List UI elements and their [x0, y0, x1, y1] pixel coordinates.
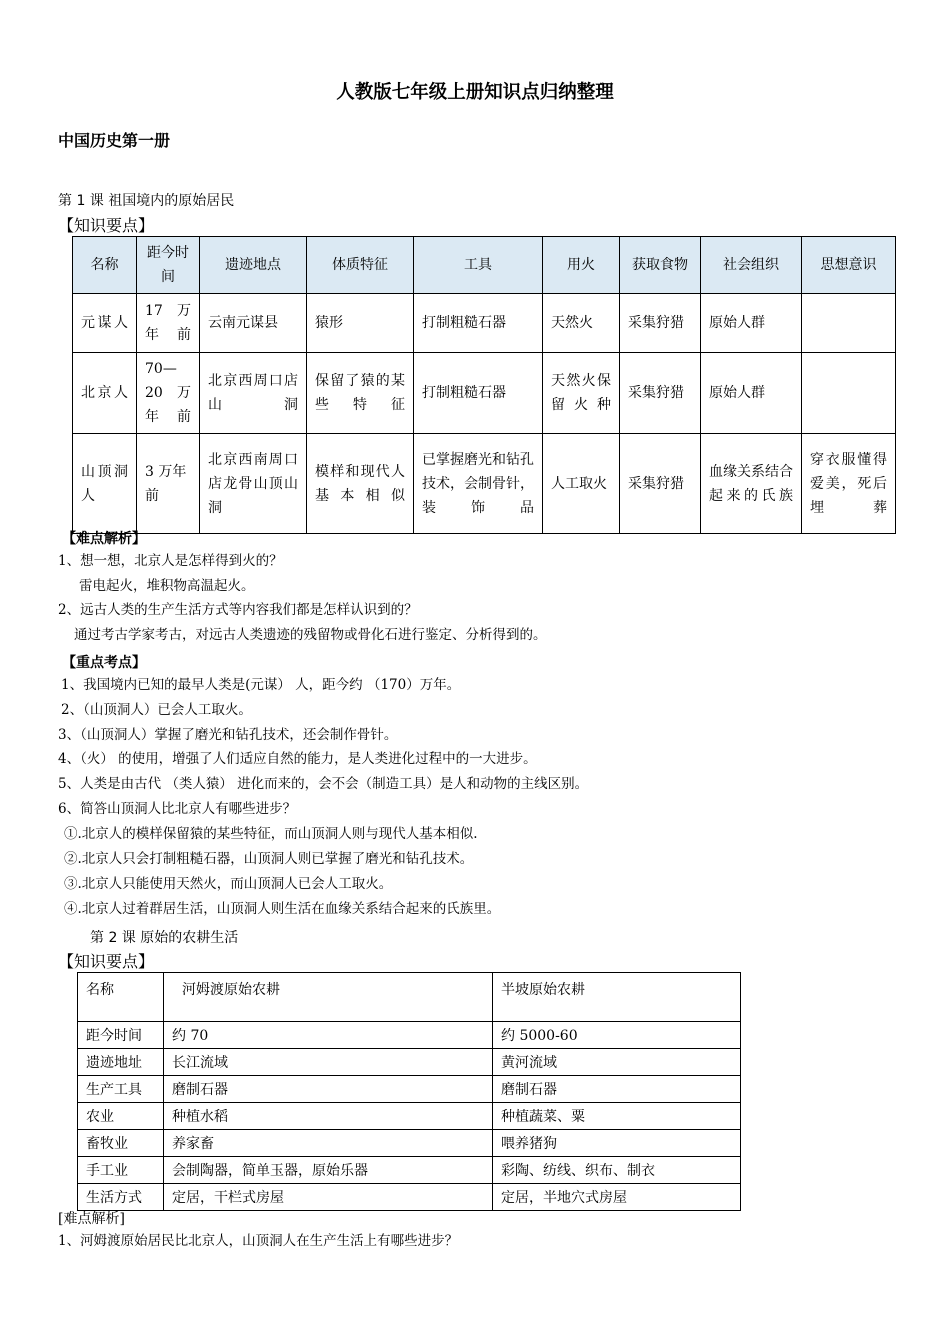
lesson2-knowledge-label: 【知识要点】 — [58, 952, 155, 971]
table-cell — [802, 353, 896, 434]
lesson1-key-label: 【重点考点】 — [62, 655, 146, 671]
table-cell: 磨制石器 — [493, 1076, 741, 1103]
table-cell: 畜牧业 — [78, 1130, 164, 1157]
header-cell: 工具 — [414, 237, 543, 294]
table-cell: 会制陶器，简单玉器，原始乐器 — [164, 1157, 493, 1184]
table-cell: 原始人群 — [701, 294, 802, 353]
difficulty-item: 雷电起火，堆积物高温起火。 — [79, 578, 255, 594]
table-cell: 生产工具 — [78, 1076, 164, 1103]
table-cell: 采集狩猎 — [620, 434, 701, 534]
table-cell: 天然火保留火种 — [543, 353, 620, 434]
table-cell: 遗迹地址 — [78, 1049, 164, 1076]
table-row — [78, 1103, 741, 1130]
table-row — [78, 1184, 741, 1211]
header-cell: 思想意识 — [802, 237, 896, 294]
header-cell: 社会组织 — [701, 237, 802, 294]
table-header-row — [78, 973, 741, 1022]
key-point-item: ③.北京人只能使用天然火，而山顶洞人已会人工取火。 — [64, 876, 393, 892]
table-cell: 云南元谋县 — [200, 294, 307, 353]
table-cell: 养家畜 — [164, 1130, 493, 1157]
table-cell: 采集狩猎 — [620, 294, 701, 353]
lesson1-table — [72, 236, 896, 534]
table-cell: 定居，半地穴式房屋 — [493, 1184, 741, 1211]
table-header-row — [73, 237, 896, 294]
header-cell: 体质特征 — [307, 237, 414, 294]
table-cell: 定居，干栏式房屋 — [164, 1184, 493, 1211]
header-cell: 距今时间 — [137, 237, 200, 294]
lesson2-difficulty-label: [难点解析] — [58, 1211, 125, 1227]
table-row — [78, 1130, 741, 1157]
table-cell: 手工业 — [78, 1157, 164, 1184]
table-cell: 距今时间 — [78, 1022, 164, 1049]
table-cell: 山顶洞人 — [73, 434, 137, 534]
table-cell: 种植蔬菜、粟 — [493, 1103, 741, 1130]
key-point-item: 6、简答山顶洞人比北京人有哪些进步？ — [58, 801, 297, 817]
header-cell: 遗迹地点 — [200, 237, 307, 294]
table-cell: 保留了猿的某些特征 — [307, 353, 414, 434]
table-row — [73, 434, 896, 534]
difficulty-item: 通过考古学家考古，对远古人类遗迹的残留物或骨化石进行鉴定、分析得到的。 — [74, 627, 547, 643]
header-cell: 名称 — [78, 973, 164, 1022]
table-cell: 北京西周口店山洞 — [200, 353, 307, 434]
table-cell: 生活方式 — [78, 1184, 164, 1211]
table-cell: 打制粗糙石器 — [414, 353, 543, 434]
table-cell: 长江流域 — [164, 1049, 493, 1076]
lesson1-knowledge-label: 【知识要点】 — [58, 216, 155, 235]
table-cell: 模样和现代人基本相似 — [307, 434, 414, 534]
table-cell: 北京人 — [73, 353, 137, 434]
table-cell: 3 万年前 — [137, 434, 200, 534]
table-cell: 原始人群 — [701, 353, 802, 434]
header-cell: 半坡原始农耕 — [493, 973, 741, 1022]
table-cell: 天然火 — [543, 294, 620, 353]
table-cell: 约 5000-60 — [493, 1022, 741, 1049]
table-row — [78, 1022, 741, 1049]
header-cell: 名称 — [73, 237, 137, 294]
key-point-item: ①.北京人的模样保留猿的某些特征，而山顶洞人则与现代人基本相似. — [64, 826, 478, 842]
table-cell: 已掌握磨光和钻孔技术，会制骨针，装饰品 — [414, 434, 543, 534]
table-cell: 元谋人 — [73, 294, 137, 353]
key-point-item: 1、我国境内已知的最早人类是(元谋） 人，距今约 （170）万年。 — [61, 677, 461, 693]
book-title: 中国历史第一册 — [58, 131, 171, 150]
difficulty-item: 1、河姆渡原始居民比北京人，山顶洞人在生产生活上有哪些进步？ — [58, 1233, 459, 1249]
table-cell: 约 70 — [164, 1022, 493, 1049]
table-row — [78, 1157, 741, 1184]
key-point-item: 4、（火） 的使用，增强了人们适应自然的能力，是人类进化过程中的一大进步。 — [58, 751, 537, 767]
key-point-item: 2、（山顶洞人）已会人工取火。 — [61, 702, 252, 718]
key-point-item: 3、（山顶洞人）掌握了磨光和钻孔技术，还会制作骨针。 — [58, 727, 398, 743]
difficulty-item: 1、想一想，北京人是怎样得到火的？ — [58, 553, 283, 569]
table-cell: 猿形 — [307, 294, 414, 353]
table-cell: 17 万年前 — [137, 294, 200, 353]
table-cell: 农业 — [78, 1103, 164, 1130]
key-point-item: ④.北京人过着群居生活，山顶洞人则生活在血缘关系结合起来的氏族里。 — [64, 901, 501, 917]
table-cell: 种植水稻 — [164, 1103, 493, 1130]
table-row — [73, 353, 896, 434]
table-row — [78, 1076, 741, 1103]
table-cell: 70—20 万年前 — [137, 353, 200, 434]
header-cell: 河姆渡原始农耕 — [164, 973, 493, 1022]
table-cell: 喂养猪狗 — [493, 1130, 741, 1157]
table-cell: 人工取火 — [543, 434, 620, 534]
lesson1-title: 第 1 课 祖国境内的原始居民 — [58, 193, 235, 209]
table-cell — [802, 294, 896, 353]
table-cell: 采集狩猎 — [620, 353, 701, 434]
table-cell: 穿衣服懂得爱美，死后埋葬 — [802, 434, 896, 534]
table-cell: 黄河流域 — [493, 1049, 741, 1076]
table-row — [73, 294, 896, 353]
lesson2-title: 第 2 课 原始的农耕生活 — [90, 930, 239, 946]
table-cell: 血缘关系结合起来的氏族 — [701, 434, 802, 534]
table-cell: 彩陶、纺线、织布、制衣 — [493, 1157, 741, 1184]
table-row — [78, 1049, 741, 1076]
key-point-item: ②.北京人只会打制粗糙石器，山顶洞人则已掌握了磨光和钻孔技术。 — [64, 851, 474, 867]
header-cell: 获取食物 — [620, 237, 701, 294]
header-cell: 用火 — [543, 237, 620, 294]
doc-title: 人教版七年级上册知识点归纳整理 — [336, 82, 614, 103]
key-point-item: 5、人类是由古代 （类人猿） 进化而来的，会不会（制造工具）是人和动物的主线区别。 — [58, 776, 589, 792]
difficulty-item: 2、远古人类的生产生活方式等内容我们都是怎样认识到的？ — [58, 602, 418, 618]
lesson2-table — [77, 972, 741, 1211]
table-cell: 磨制石器 — [164, 1076, 493, 1103]
table-cell: 打制粗糙石器 — [414, 294, 543, 353]
table-cell: 北京西南周口店龙骨山顶山洞 — [200, 434, 307, 534]
lesson1-difficulty-label: 【难点解析】 — [62, 531, 146, 547]
